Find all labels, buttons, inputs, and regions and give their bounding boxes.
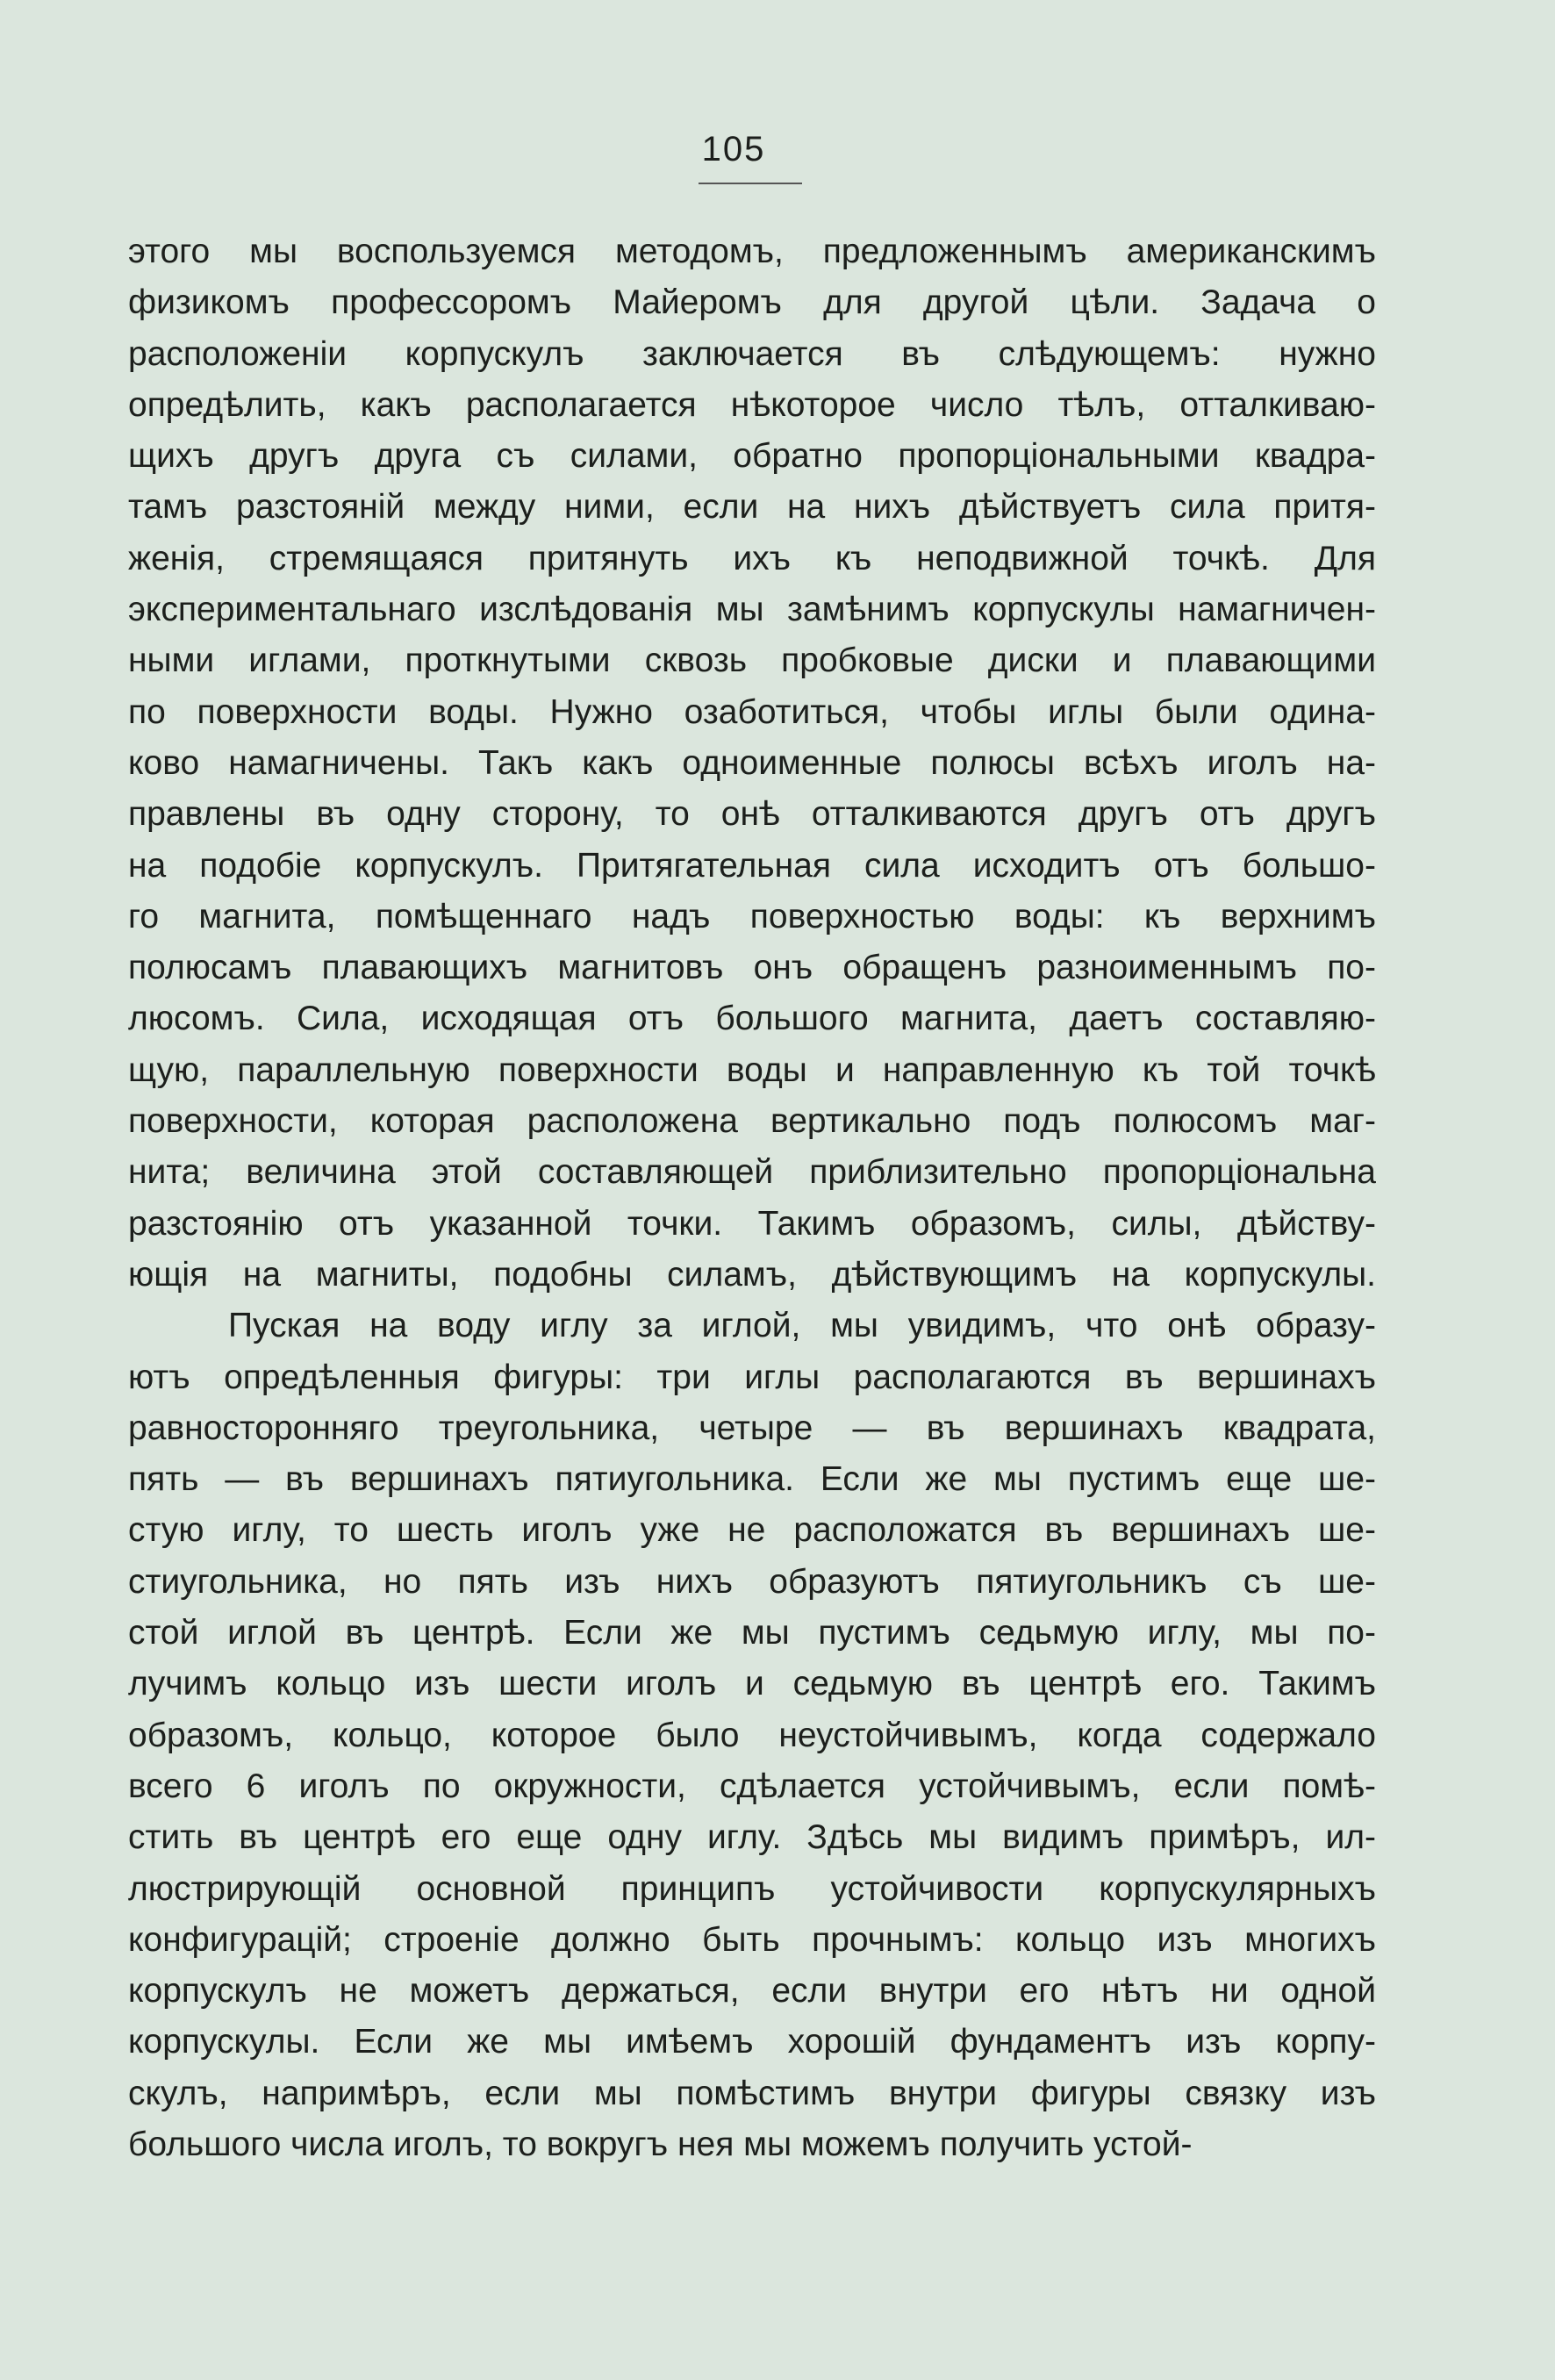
text-line: стую иглу, то шесть иголъ уже не расположатся въ вершинахъ ше- bbox=[128, 1511, 1376, 1550]
text-line: ютъ опредѣленныя фигуры: три иглы располагаются въ вершинахъ bbox=[128, 1358, 1376, 1396]
text-line: люсомъ. Сила, исходящая отъ большого магнита, даетъ составляю- bbox=[128, 1000, 1376, 1038]
text-line: равносторонняго треугольника, четыре — въ вершинахъ квадрата, bbox=[128, 1409, 1376, 1447]
body-text bbox=[128, 226, 1376, 2170]
text-line: ково намагничены. Такъ какъ одноименные полюсы всѣхъ иголъ на- bbox=[128, 743, 1376, 782]
text-line: лучимъ кольцо изъ шести иголъ и седьмую въ центрѣ его. Такимъ bbox=[128, 1665, 1376, 1703]
text-line: люстрирующій основной принципъ устойчивости корпускулярныхъ bbox=[128, 1869, 1376, 1908]
text-line: на подобіе корпускулъ. Притягательная сила исходитъ отъ большо- bbox=[128, 846, 1376, 885]
text-line: полюсамъ плавающихъ магнитовъ онъ обращенъ разноименнымъ по- bbox=[128, 949, 1376, 987]
text-line: пять — въ вершинахъ пятиугольника. Если же мы пустимъ еще ше- bbox=[128, 1460, 1376, 1499]
paragraph-1 bbox=[128, 226, 1376, 1301]
text-line: скулъ, напримѣръ, если мы помѣстимъ внутри фигуры связку изъ bbox=[128, 2074, 1376, 2112]
text-line: тамъ разстояній между ними, если на нихъ дѣйствуетъ сила притя- bbox=[128, 488, 1376, 527]
text-line: стить въ центрѣ его еще одну иглу. Здѣсь мы видимъ примѣръ, ил- bbox=[128, 1818, 1376, 1857]
text-line: расположеніи корпускулъ заключается въ слѣдующемъ: нужно bbox=[128, 334, 1376, 373]
text-line: этого мы воспользуемся методомъ, предложеннымъ американскимъ bbox=[128, 233, 1376, 270]
text-line: правлены въ одну сторону, то онѣ отталкиваются другъ отъ другъ bbox=[128, 795, 1376, 834]
text-line: корпускулы. Если же мы имѣемъ хорошій фундаментъ изъ корпу- bbox=[128, 2023, 1376, 2061]
text-line: всего 6 иголъ по окружности, сдѣлается устойчивымъ, если помѣ- bbox=[128, 1767, 1376, 1805]
text-line: по поверхности воды. Нужно озаботиться, чтобы иглы были одина- bbox=[128, 692, 1376, 731]
text-line: нита; величина этой составляющей приблизительно пропорціональна bbox=[128, 1153, 1376, 1192]
text-line: женія, стремящаяся притянуть ихъ къ неподвижной точкѣ. Для bbox=[128, 539, 1376, 577]
text-line: физикомъ профессоромъ Майеромъ для другой цѣли. Задача о bbox=[128, 283, 1376, 322]
paragraph-2 bbox=[128, 1301, 1376, 2170]
text-line: ными иглами, проткнутыми сквозь пробковые диски и плавающими bbox=[128, 642, 1376, 680]
text-line: экспериментальнаго изслѣдованія мы замѣнимъ корпускулы намагничен- bbox=[128, 591, 1376, 629]
text-line: ющія на магниты, подобны силамъ, дѣйствующимъ на корпускулы. bbox=[128, 1255, 1376, 1294]
text-line: конфигурацій; строеніе должно быть прочнымъ: кольцо изъ многихъ bbox=[128, 1920, 1376, 1959]
page-number-underline bbox=[699, 183, 802, 184]
page-number: 105 bbox=[701, 130, 766, 168]
text-line: опредѣлить, какъ располагается нѣкоторое число тѣлъ, отталкиваю- bbox=[128, 385, 1376, 424]
text-line: образомъ, кольцо, которое было неустойчивымъ, когда содержало bbox=[128, 1716, 1376, 1754]
text-line: поверхности, которая расположена вертикально подъ полюсомъ маг- bbox=[128, 1102, 1376, 1141]
text-line: щихъ другъ друга съ силами, обратно пропорціональными квадра- bbox=[128, 437, 1376, 476]
text-line: корпускулъ не можетъ держаться, если внутри его нѣтъ ни одной bbox=[128, 1972, 1376, 2011]
text-line: стой иглой въ центрѣ. Если же мы пустимъ седьмую иглу, мы по- bbox=[128, 1614, 1376, 1652]
text-line: щую, параллельную поверхности воды и направленную къ той точкѣ bbox=[128, 1050, 1376, 1089]
text-line: большого числа иголъ, то вокругъ нея мы можемъ получить устой- bbox=[128, 2125, 1193, 2163]
text-line: Пуская на воду иглу за иглой, мы увидимъ, что онѣ образу- bbox=[228, 1307, 1376, 1345]
text-line: го магнита, помѣщеннаго надъ поверхностью воды: къ верхнимъ bbox=[128, 897, 1376, 936]
text-line: стиугольника, но пять изъ нихъ образуютъ пятиугольникъ съ ше- bbox=[128, 1562, 1376, 1601]
text-line: разстоянію отъ указанной точки. Такимъ образомъ, силы, дѣйству- bbox=[128, 1204, 1376, 1243]
